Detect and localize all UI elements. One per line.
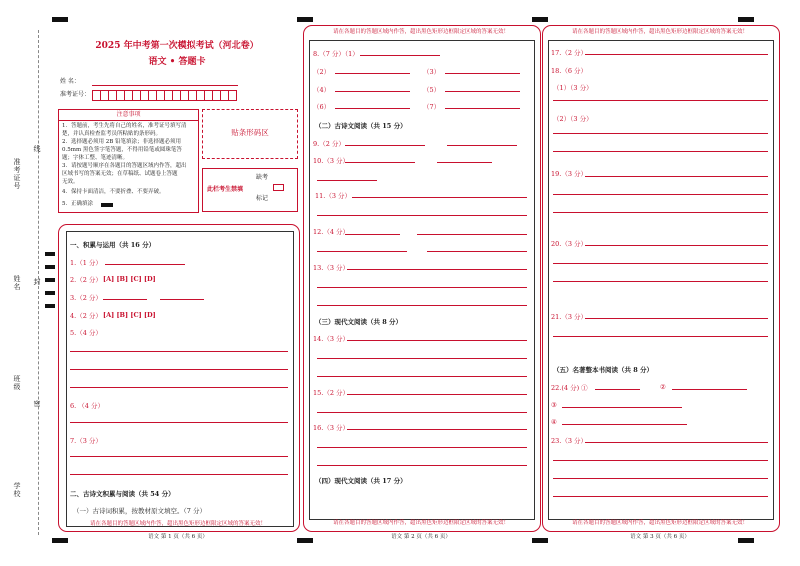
q19-answer-line[interactable] [553, 194, 768, 195]
notice-item: 楚，并认真检查监考员所粘贴的条形码。 [62, 131, 162, 137]
q9-answer-line[interactable] [447, 145, 517, 146]
q12-answer-line[interactable] [345, 234, 400, 235]
q11-label: 11.（3 分） [315, 192, 352, 200]
q1-label: 1.（1 分） [70, 259, 102, 267]
q11-answer-line[interactable] [352, 197, 527, 198]
page-footer-3: 语文 第 3 页（共 6 页） [630, 534, 690, 540]
timing-mark [45, 252, 55, 256]
absent-label: 此栏考生禁填 [207, 186, 244, 193]
side-label-school: 学校 [13, 482, 21, 498]
q6-answer-line[interactable] [70, 422, 288, 423]
absent-checkbox[interactable] [273, 184, 284, 191]
q8-answer-line[interactable] [335, 73, 410, 74]
q12-answer-line[interactable] [317, 251, 407, 252]
q15-answer-line[interactable] [317, 412, 527, 413]
notice-item: 3．请按题号顺序在各题目的答题区域内作答，超出 [62, 163, 187, 169]
q7-answer-line[interactable] [70, 474, 288, 475]
q3-label: 3.（2 分） [70, 294, 102, 302]
q15-label: 15.（2 分） [313, 389, 350, 397]
answer-box-3 [548, 40, 774, 520]
q8-blank-6: （6） [313, 103, 331, 111]
notice-item: 2．选择题必须用 2B 铅笔填涂；非选择题必须用 [62, 139, 182, 145]
q6-label: 6. （4 分） [70, 402, 104, 410]
q16-answer-line[interactable] [347, 429, 527, 430]
q5-answer-line[interactable] [70, 387, 288, 388]
header-warning-3: 请在各题目的答题区域内作答，超出黑色矩形边框限定区域的答案无效！ [571, 29, 748, 35]
section-2-sub3: （三）现代文阅读（共 8 分） [315, 318, 403, 326]
q8-answer-line[interactable] [335, 91, 410, 92]
q14-answer-line[interactable] [317, 376, 527, 377]
q7-label: 7.（3 分） [70, 437, 102, 445]
absent-mark-top: 缺考 [256, 174, 269, 181]
q21-answer-line[interactable] [553, 336, 768, 337]
q1-answer-line[interactable] [105, 264, 185, 265]
q9-label: 9.（2 分） [313, 140, 345, 148]
q22-answer-line[interactable] [672, 389, 747, 390]
q5-answer-line[interactable] [70, 351, 288, 352]
q8-blank-2: （2） [313, 68, 331, 76]
section-2-sub2: （二）古诗文阅读（共 15 分） [315, 122, 407, 130]
q3-answer-line[interactable] [103, 299, 147, 300]
q5-label: 5.（4 分） [70, 329, 102, 337]
q22-answer-line[interactable] [562, 407, 682, 408]
q18-answer-line[interactable] [553, 133, 768, 134]
section-2-sub1: （一）古诗词积累，按教材原文填空。（7 分） [73, 507, 206, 515]
absent-box [202, 168, 298, 212]
q14-answer-line[interactable] [317, 358, 527, 359]
answer-panel-1 [58, 224, 300, 532]
notice-item: 区域书写的答案无效；在草稿纸、试题卷上答题 [62, 171, 178, 177]
q22-label-4: ④ [551, 418, 557, 426]
q21-answer-line[interactable] [585, 318, 768, 319]
notice-box [58, 109, 199, 213]
q15-answer-line[interactable] [347, 394, 527, 395]
q9-answer-line[interactable] [345, 145, 425, 146]
q19-label: 19.（3 分） [551, 170, 588, 178]
q2-label: 2.（2 分） [70, 276, 102, 284]
notice-item: 1．答题前，考生先将自己的姓名，准考证号填写清 [62, 123, 187, 129]
q18-answer-line[interactable] [553, 151, 768, 152]
q8-answer-line[interactable] [445, 73, 520, 74]
q21-label: 21.（3 分） [551, 313, 588, 321]
timing-mark [45, 304, 55, 308]
q13-answer-line[interactable] [317, 287, 527, 288]
q12-label: 12.（4 分） [313, 228, 350, 236]
q23-label: 23.（3 分） [551, 437, 588, 445]
q13-label: 13.（3 分） [313, 264, 350, 272]
section-2-title: 二、古诗文积累与阅读（共 54 分） [70, 490, 175, 498]
timing-mark [52, 17, 68, 22]
side-label-exam-id: 准考证号 [13, 158, 21, 190]
q20-answer-line[interactable] [553, 263, 768, 264]
timing-mark [738, 17, 754, 22]
subject-title: 语文 • 答题卡 [148, 57, 206, 67]
section-1-title: 一、积累与运用（共 16 分） [70, 241, 156, 249]
q20-answer-line[interactable] [585, 245, 768, 246]
section-2-sub5: （五）名著整本书阅读（共 8 分） [553, 366, 654, 374]
q10-answer-line[interactable] [345, 162, 415, 163]
q8-label: 8.（7 分）（1） [313, 50, 359, 58]
name-field[interactable] [92, 85, 238, 86]
q12-answer-line[interactable] [417, 234, 527, 235]
q17-answer-line[interactable] [585, 54, 768, 55]
q23-answer-line[interactable] [553, 478, 768, 479]
q13-answer-line[interactable] [347, 269, 527, 270]
q23-answer-line[interactable] [553, 460, 768, 461]
q16-label: 16.（3 分） [313, 424, 350, 432]
notice-item: 0.5mm 黑色签字笔答题，不得用铅笔或圆珠笔答 [62, 147, 182, 153]
q4-choices[interactable]: [A] [B] [C] [D] [103, 311, 156, 319]
q14-label: 14.（3 分） [313, 335, 350, 343]
timing-mark [45, 291, 55, 295]
q18-1-label: （1）（3 分） [553, 84, 593, 92]
page-footer-1: 语文 第 1 页（共 6 页） [148, 534, 208, 540]
q22-label-3: ③ [551, 401, 557, 409]
q22-answer-line[interactable] [595, 389, 640, 390]
q19-answer-line[interactable] [585, 176, 768, 177]
exam-id-boxes[interactable] [92, 90, 240, 101]
q16-answer-line[interactable] [317, 465, 527, 466]
answer-box-2 [309, 40, 535, 520]
q8-answer-line[interactable] [335, 108, 410, 109]
q10-label: 10.（3 分） [313, 157, 350, 165]
notice-title: 注意事项 [59, 110, 198, 121]
q8-blank-3: （3） [423, 68, 441, 76]
section-2-sub4: （四）现代文阅读（共 17 分） [315, 477, 407, 485]
q23-answer-line[interactable] [585, 442, 768, 443]
fill-example-label: 5．正确填涂 [62, 201, 93, 207]
side-label-name: 姓名 [13, 275, 21, 291]
page-footer-2: 语文 第 2 页（共 6 页） [391, 534, 451, 540]
q20-answer-line[interactable] [553, 281, 768, 282]
q11-answer-line[interactable] [317, 215, 527, 216]
timing-mark [297, 17, 313, 22]
q16-answer-line[interactable] [317, 447, 527, 448]
side-label-line: 线 [33, 145, 41, 153]
notice-item: 4．保持卡面清洁，不要折叠、不要弄破。 [62, 189, 165, 195]
q17-label: 17.（2 分） [551, 49, 588, 57]
q10-answer-line[interactable] [317, 180, 377, 181]
q10-answer-line[interactable] [437, 162, 492, 163]
q12-answer-line[interactable] [427, 251, 527, 252]
q18-label: 18.（6 分） [551, 67, 588, 75]
exam-id-label: 准考证号： [60, 91, 91, 98]
answer-panel-2 [303, 25, 541, 532]
q8-blank-4: （4） [313, 86, 331, 94]
q19-answer-line[interactable] [553, 212, 768, 213]
barcode-label: 贴条形码区 [231, 128, 269, 137]
side-label-class: 班级 [13, 375, 21, 391]
barcode-area [202, 109, 298, 159]
q2-choices[interactable]: [A] [B] [C] [D] [103, 275, 156, 283]
fill-example-mark [101, 203, 113, 207]
q8-blank-5: （5） [423, 86, 441, 94]
footer-warning-3: 请在各题目的答题区域内作答，超出黑色矩形边框限定区域的答案无效！ [571, 520, 748, 526]
q3-answer-line[interactable] [160, 299, 204, 300]
notice-item: 无效。 [62, 179, 79, 185]
timing-mark [45, 278, 55, 282]
q13-answer-line[interactable] [317, 305, 527, 306]
q22-answer-line[interactable] [562, 424, 687, 425]
q8-answer-line[interactable] [445, 108, 520, 109]
q4-label: 4.（2 分） [70, 312, 102, 320]
q22-label: 22.(4 分) ① [551, 384, 588, 392]
header-warning-2: 请在各题目的答题区域内作答，超出黑色矩形边框限定区域的答案无效！ [332, 29, 509, 35]
q18-2-label: （2）（3 分） [553, 115, 593, 123]
answer-panel-3 [542, 25, 780, 532]
q20-label: 20.（3 分） [551, 240, 588, 248]
name-label: 姓 名： [60, 78, 80, 85]
q8-blank-7: （7） [423, 103, 441, 111]
timing-mark [45, 265, 55, 269]
side-label-secret: 密 [33, 400, 41, 408]
side-label-seal: 封 [33, 278, 41, 286]
notice-item: 题；字体工整、笔迹清晰。 [62, 155, 129, 161]
timing-mark [532, 17, 548, 22]
q5-answer-line[interactable] [70, 369, 288, 370]
page-title: 2025 年中考第一次模拟考试（河北卷） [95, 41, 259, 51]
footer-warning-2: 请在各题目的答题区域内作答，超出黑色矩形边框限定区域的答案无效！ [332, 520, 509, 526]
absent-mark-bottom: 标记 [256, 195, 269, 202]
q23-answer-line[interactable] [553, 496, 768, 497]
q8-answer-line[interactable] [360, 55, 440, 56]
footer-warning-1: 请在各题目的答题区域内作答，超出黑色矩形边框限定区域的答案无效！ [89, 521, 266, 527]
q18-answer-line[interactable] [553, 100, 768, 101]
q14-answer-line[interactable] [347, 340, 527, 341]
q22-label-2: ② [660, 383, 666, 391]
q8-answer-line[interactable] [445, 91, 520, 92]
q7-answer-line[interactable] [70, 456, 288, 457]
